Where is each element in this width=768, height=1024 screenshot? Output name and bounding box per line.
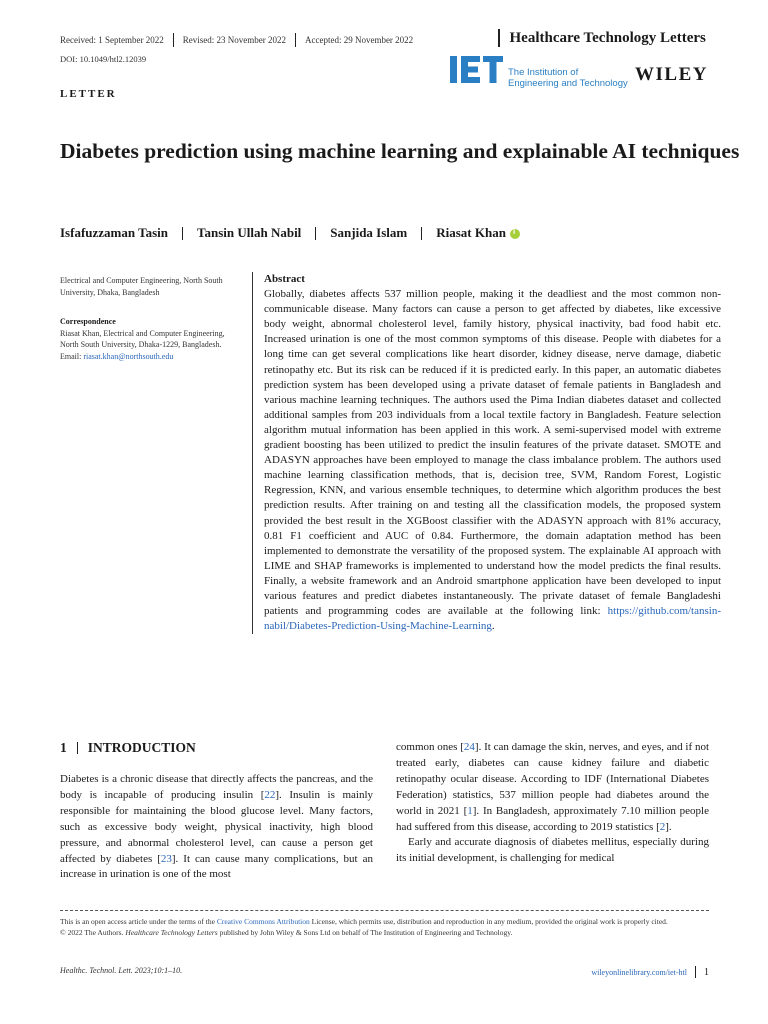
paragraph [396, 740, 709, 835]
footnote-text: published by John Wiley & Sons Ltd on behalf of The Institution of Engineering and Technology. [217, 928, 513, 937]
copyright-line [60, 927, 709, 938]
revised-date: Revised: 23 November 2022 [182, 35, 286, 45]
divider [182, 227, 183, 240]
divider [498, 29, 500, 47]
article-type: LETTER [60, 88, 117, 100]
author-name[interactable]: Sanjida Islam [330, 225, 408, 240]
divider [295, 33, 296, 47]
body-text: ]. [665, 820, 672, 833]
body-text: ]. Insulin is mainly responsible for maintaining the blood glucose level. Many factors, such as excessive body weight, physical inactivity, high blood pressure, and abnormal cholesterol level, can cause a person get affected by diabetes [ [60, 788, 374, 865]
citation-link[interactable]: 2 [659, 820, 666, 833]
author-name[interactable]: Riasat Khan [436, 225, 506, 240]
license-link[interactable]: Creative Commons Attribution [216, 917, 310, 926]
divider [77, 742, 78, 754]
author-list [60, 225, 520, 241]
journal-name [498, 29, 706, 47]
abstract-text: Globally, diabetes affects 537 million people, making it the deadliest and the most common non-communicable disease. Many factors can cause a person to get affected by diabetes, like excessive body weight, abnormal cholesterol level, family history, physical inactivity, bad food habit etc. Increased urination is one of the most common symptoms of this disease. People with diabetes for a long time can get several complications like heart disorder, kidney disease, nerve damage, diabetic retinopathy etc. But its risk can be reduced if it is predicted early. In this paper, an automatic diabetes prediction system has been developed using a private dataset of female patients in Bangladesh and various machine learning techniques. The authors used the Pima Indian diabetes dataset and collected additional samples from 203 individuals from a local textile factory in Bangladesh. Feature selection algorithm mutual information has been applied in this work. A semi-supervised model with extreme gradient boosting has been utilized to predict the insulin features of the private dataset. SMOTE and ADASYN approaches have been employed to manage the class imbalance problem. The authors used machine learning classification methods, that is, decision tree, SVM, Random Forest, Logistic Regression, KNN, and various ensemble techniques, to determine which algorithm produces the best prediction results. After training on and testing all the classification models, the proposed system provided the best result in the XGBoost classifier with the ADASYN approach with 81% accuracy, 0.81 F1 coefficient and AUC of 0.84. Furthermore, the domain adaptation method has been implemented to demonstrate the versatility of the proposed system. The explainable AI approach with LIME and SHAP frameworks is implemented to understand how the model predicts the final results. Finally, a website framework and an Android smartphone application have been developed to input various features and predict diabetes instantaneously. The private dataset of female Bangladeshi patients and programming codes are available at the following link: [264, 288, 721, 618]
affiliation: Electrical and Computer Engineering, North South University, Dhaka, Bangladesh [60, 276, 223, 297]
citation-link[interactable]: 22 [264, 788, 276, 801]
journal-title[interactable]: Healthcare Technology Letters [509, 29, 706, 46]
article-dates [60, 33, 413, 47]
body-text: common ones [ [396, 741, 464, 753]
divider [315, 227, 316, 240]
license-line [60, 916, 709, 927]
intro-left-column [60, 772, 373, 883]
abstract-end: . [491, 620, 495, 633]
wiley-logo: WILEY [635, 64, 708, 85]
correspondence-text: Riasat Khan, Electrical and Computer Engineering, North South University, Dhaka-1229, Bangladesh. [60, 328, 225, 349]
iet-line-2: Engineering and Technology [508, 78, 628, 89]
article-title: Diabetes prediction using machine learning and explainable AI techniques [60, 139, 740, 163]
correspondence-heading: Correspondence [60, 317, 116, 326]
orcid-icon[interactable] [510, 229, 520, 239]
page-footer-right [591, 966, 709, 978]
journal-url[interactable]: wileyonlinelibrary.com/iet-htl [591, 967, 687, 977]
correspondence [60, 316, 245, 362]
section-number: 1 [60, 740, 67, 755]
abstract [252, 272, 721, 634]
accepted-date: Accepted: 29 November 2022 [304, 35, 414, 45]
body-text: Diabetes is a chronic disease that directly affects the pancreas, and the body is incapable of producing insulin [ [60, 773, 373, 801]
page-citation: Healthc. Technol. Lett. 2023;10:1–10. [60, 966, 183, 975]
email-label: Email: [60, 351, 84, 361]
abstract-heading: Abstract [264, 273, 305, 285]
divider [695, 966, 696, 978]
iet-logo [450, 55, 506, 85]
paragraph: Early and accurate diagnosis of diabetes mellitus, especially during its initial development, is challenging for medical [396, 836, 709, 865]
citation-link[interactable]: 23 [160, 852, 172, 865]
footnote-text: License, which permits use, distribution and reproduction in any medium, provided the original work is properly cited. [309, 917, 668, 926]
section-heading [60, 740, 196, 756]
iet-name [508, 67, 628, 89]
author-name[interactable]: Isfafuzzaman Tasin [60, 225, 168, 240]
footnote-divider [60, 910, 709, 911]
iet-line-1: The Institution of [508, 67, 579, 78]
body-text: ]. It can cause many complications, but an increase in urination is one of the most [60, 852, 373, 881]
section-title: INTRODUCTION [87, 740, 196, 755]
doi[interactable]: DOI: 10.1049/htl2.12039 [60, 54, 147, 64]
citation-link[interactable]: 1 [467, 804, 473, 817]
body-text: ]. In Bangladesh, approximately 7.10 million people had suffered from this disease, according to 2019 statistics [ [396, 804, 709, 833]
divider [421, 227, 422, 240]
github-link[interactable]: https://github.com/tansin-nabil/Diabetes-Prediction-Using-Machine-Learning [264, 605, 721, 633]
footnote-text: This is an open access article under the terms of the [60, 917, 217, 926]
license-footnote [60, 916, 709, 938]
correspondence-email [60, 351, 245, 363]
citation-link[interactable]: 24 [463, 741, 475, 753]
body-text: ]. It can damage the skin, nerves, and eyes, and if not treated early, diabetes can cause kidney failure and diabetic retinopathy ocular disease. According to IDF (International Diabetes Federation) statistics, 537 million people had diabetes around the world in 2021 [ [396, 741, 709, 817]
journal-italic: Healthcare Technology Letters [125, 928, 218, 937]
email-link[interactable]: riasat.khan@northsouth.edu [83, 351, 174, 361]
page-number: 1 [704, 966, 709, 978]
footnote-text: © 2022 The Authors. [60, 928, 126, 937]
intro-right-column [396, 740, 709, 867]
author-name[interactable]: Tansin Ullah Nabil [197, 225, 302, 240]
received-date: Received: 1 September 2022 [60, 35, 164, 45]
divider [173, 33, 174, 47]
